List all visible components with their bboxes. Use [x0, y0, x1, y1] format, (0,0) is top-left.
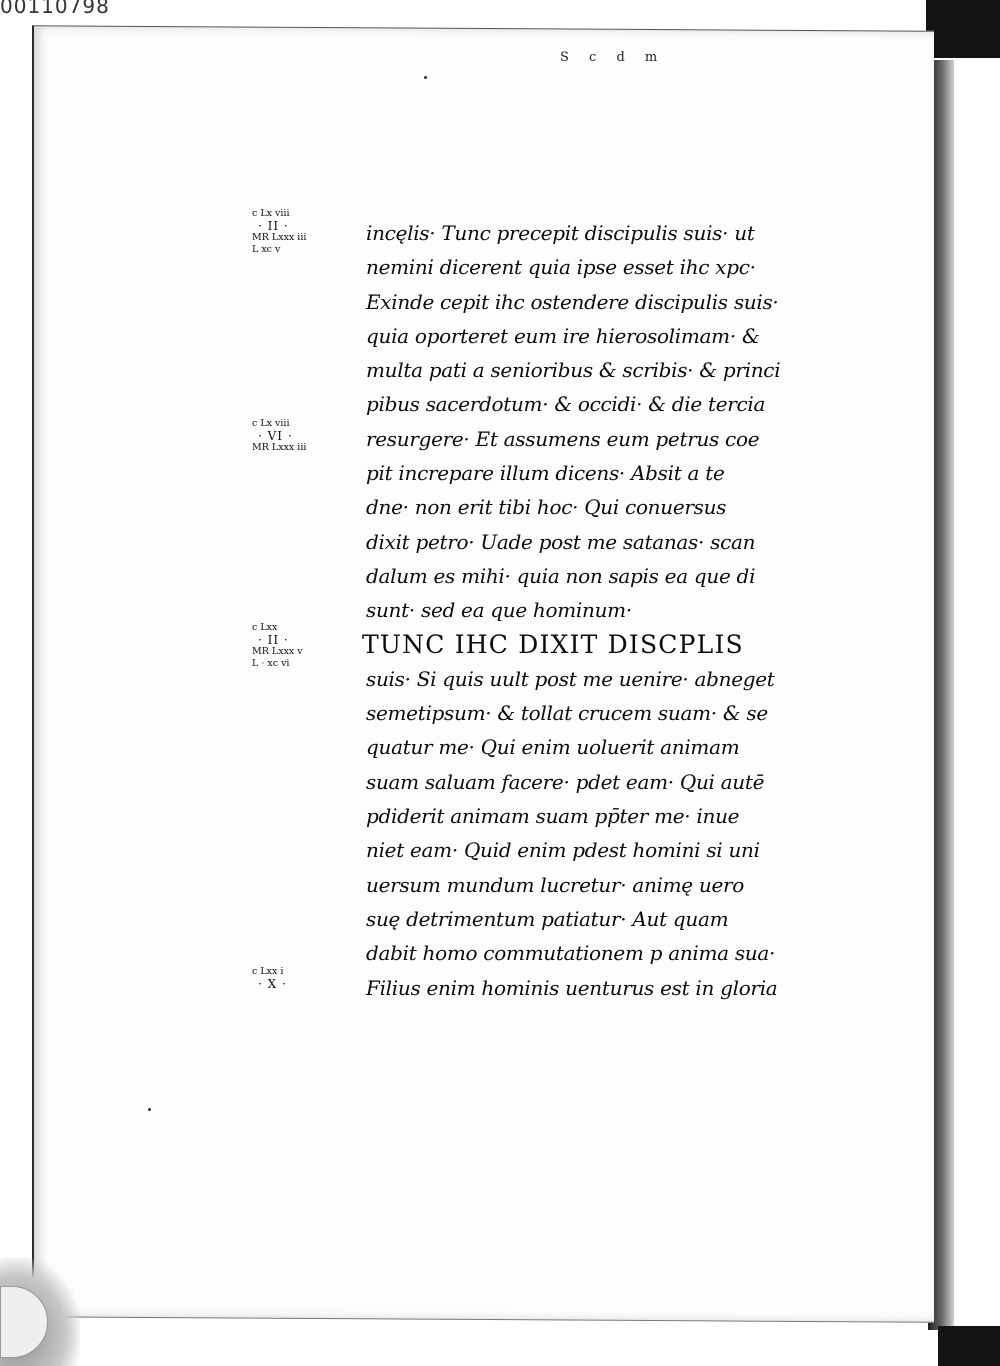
gloss-line: MR Lxxx iii [252, 442, 307, 453]
text-line: pibus sacerdotum· & occidi· & die tercia [366, 392, 766, 417]
text-line: Exinde cepit ihc ostendere discipulis suis· [366, 289, 779, 314]
text-line: suis· Si quis uult post me uenire· abneget [366, 666, 775, 691]
ink-speck [148, 1108, 151, 1111]
gloss-line: c Lxx i [252, 966, 284, 977]
text-line: dalum es mihi· quia non sapis ea que di [366, 563, 756, 588]
text-line: dabit homo commutationem p anima sua· [366, 941, 776, 966]
text-line: niet eam· Quid enim pdest homini si uni [366, 838, 760, 863]
text-line: uersum mundum lucretur· animę uero [366, 872, 745, 897]
text-line: Filius enim hominis uenturus est in gloria [366, 975, 778, 1000]
scan-corner-bottom [938, 1326, 1000, 1366]
text-line: incęlis· Tunc precepit discipulis suis· ut [366, 221, 755, 245]
text-line: pdiderit animam suam pp̄ter me· inue [366, 804, 740, 829]
marginal-gloss-2 [252, 418, 306, 454]
text-line: quatur me· Qui enim uoluerit animam [366, 735, 740, 760]
gloss-line: MR Lxxx iii [252, 232, 307, 243]
gloss-line: · II · [258, 219, 289, 233]
text-line: multa pati a senioribus & scribis· & princi [366, 358, 781, 383]
text-line: dixit petro· Uade post me satanas· scan [366, 529, 756, 554]
gloss-line: L xc v [252, 244, 281, 255]
text-line: sunt· sed ea que hominum· [366, 598, 632, 623]
gloss-line: c Lx viii [252, 418, 290, 429]
running-head: S c d m [560, 50, 666, 65]
text-line: suam saluam facere· pdet eam· Qui autē [366, 769, 765, 794]
marginal-gloss-1 [252, 208, 306, 256]
gloss-line: c Lxx [252, 622, 278, 633]
gloss-line: MR Lxxx v [252, 646, 303, 657]
text-line: suę detrimentum patiatur· Aut quam [366, 906, 729, 931]
main-text-column [362, 216, 816, 1005]
ink-speck [424, 76, 427, 79]
marginal-gloss-4 [252, 966, 287, 990]
text-line: nemini dicerent quia ipse esset ihc xpc· [366, 255, 756, 280]
text-line: resurgere· Et assumens eum petrus coe [366, 426, 760, 451]
text-line: pit increpare illum dicens· Absit a te [366, 461, 725, 486]
gloss-line: · II · [258, 633, 289, 647]
image-identifier: 00110798 [0, 0, 110, 18]
gloss-line: · VI · [258, 429, 293, 443]
gloss-line: L · xc vi [252, 658, 290, 669]
gloss-line: · X · [258, 977, 287, 991]
marginal-gloss-3 [252, 622, 303, 670]
gloss-line: c Lx viii [252, 208, 290, 219]
scan-corner-top [926, 0, 1000, 58]
text-line: quia oporteret eum ire hierosolimam· & [366, 323, 760, 348]
rubric-heading: TUNC IHC DIXIT DISCPLIS [362, 629, 744, 659]
text-line: semetipsum· & tollat crucem suam· & se [366, 701, 768, 726]
text-line: dne· non erit tibi hoc· Qui conuersus [366, 495, 727, 520]
